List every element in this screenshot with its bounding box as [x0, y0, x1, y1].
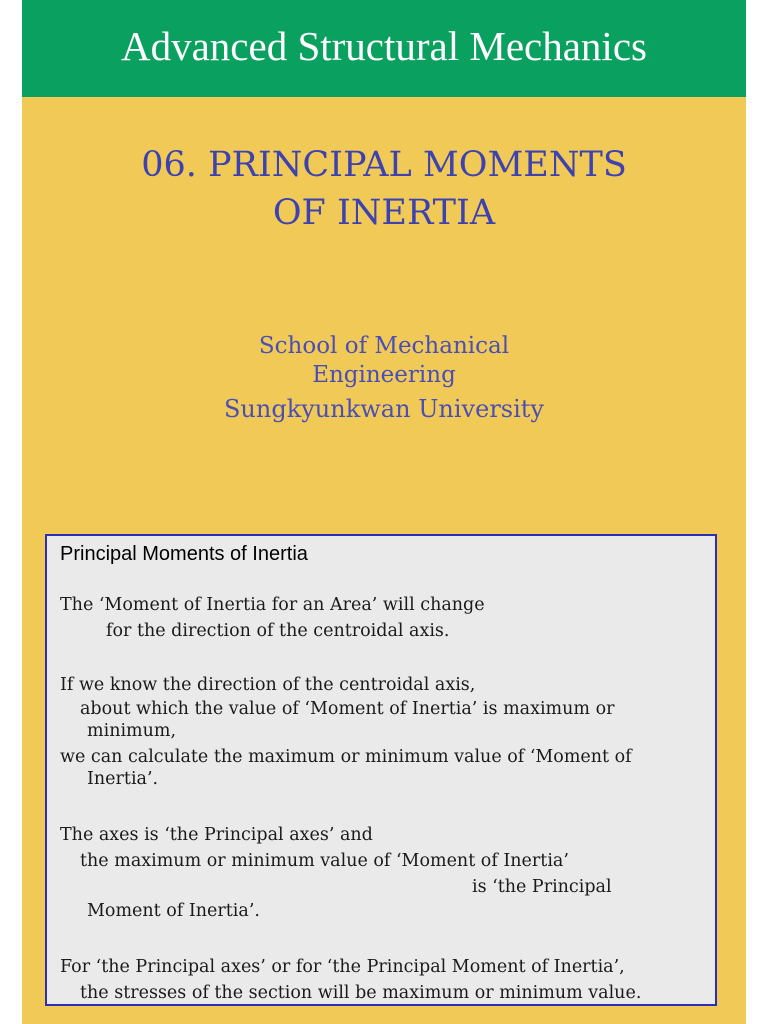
para3-line-1: The axes is ‘the Principal axes’ and [60, 825, 373, 845]
para4-line-2: the stresses of the section will be maximum or minimum value. [80, 983, 642, 1003]
para3-line-4: Moment of Inertia’. [87, 901, 260, 921]
chapter-title [22, 141, 746, 237]
spacer [60, 922, 710, 954]
title-slide [22, 0, 746, 512]
content-heading: Principal Moments of Inertia [60, 543, 308, 565]
content-slide [22, 512, 746, 1024]
course-title: Advanced Structural Mechanics [121, 23, 647, 69]
para2-line-5: Inertia’. [87, 769, 159, 789]
content-text [60, 540, 710, 1006]
content-box [45, 534, 717, 1006]
chapter-title-line-1: 06. PRINCIPAL MOMENTS [141, 145, 627, 185]
para2-line-1: If we know the direction of the centroidal axis, [60, 675, 476, 695]
para2-line-3: minimum, [87, 721, 177, 741]
para1-line-2: for the direction of the centroidal axis. [106, 621, 450, 641]
para2-line-2: about which the value of ‘Moment of Inertia’ is maximum or [80, 699, 615, 719]
para2-line-4: we can calculate the maximum or minimum value of ‘Moment of [60, 747, 632, 767]
affiliation [22, 332, 746, 426]
school-name-line-1: School of Mechanical [258, 333, 510, 359]
para4-line-1: For ‘the Principal axes’ or for ‘the Principal Moment of Inertia’, [60, 957, 625, 977]
chapter-title-line-2: OF INERTIA [272, 193, 496, 233]
spacer [60, 790, 710, 822]
para3-line-3: is ‘the Principal [472, 877, 612, 897]
spacer [60, 568, 710, 592]
spacer [60, 644, 710, 672]
school-name-line-2: Engineering [312, 362, 456, 388]
university-name: Sungkyunkwan University [223, 395, 544, 423]
course-title-bar [22, 0, 746, 97]
para3-line-2: the maximum or minimum value of ‘Moment of Inertia’ [80, 851, 569, 871]
para1-line-1: The ‘Moment of Inertia for an Area’ will change [60, 595, 485, 615]
